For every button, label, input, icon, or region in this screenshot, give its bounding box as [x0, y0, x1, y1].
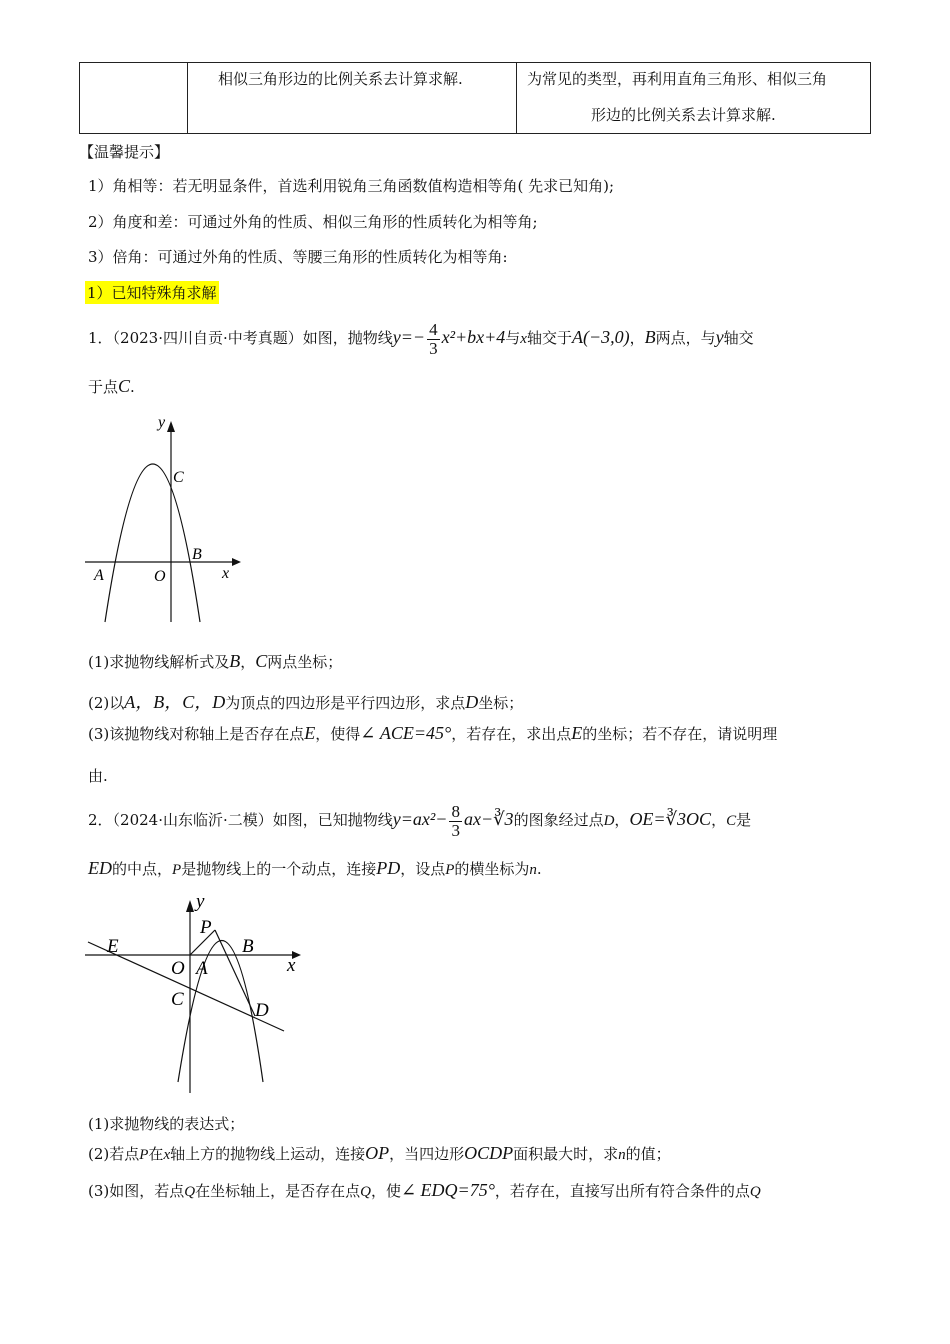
q1-point-e: E: [571, 723, 583, 743]
label-o: O: [154, 568, 166, 585]
q2-source: （2024·山东临沂·二模）: [112, 811, 273, 829]
table-divider: [187, 63, 188, 133]
frac-numerator: 4: [429, 319, 438, 339]
q1-part3-end: 由.: [88, 767, 108, 785]
parabola-curve: [105, 464, 200, 622]
q1-text: .: [130, 378, 135, 396]
q2-line2: [88, 858, 542, 879]
q2-text: 在: [148, 1145, 164, 1163]
label-p: P: [200, 917, 212, 938]
q2-text: 的横坐标为: [454, 860, 530, 878]
table-cell-middle: 相似三角形边的比例关系去计算求解.: [218, 70, 463, 88]
q1-parabola-figure: [80, 410, 250, 625]
q1-text: ，若存在，求出点: [451, 725, 572, 743]
q2-point-q: Q: [749, 1184, 761, 1200]
q1-equation-lhs: y=−: [392, 327, 426, 347]
frac-denominator: 3: [429, 338, 438, 358]
label-y: y: [158, 414, 166, 431]
q2-relation: OE=∛3OC: [629, 809, 712, 829]
table-divider: [516, 63, 517, 133]
q2-text: 如图，已知抛物线: [272, 811, 393, 829]
q1-point-c: C: [118, 376, 131, 396]
q2-part1: (1)求抛物线的表达式；: [88, 1115, 245, 1133]
q1-text: 与: [505, 329, 521, 347]
q1-var-y: y: [715, 327, 724, 347]
q2-equation: ax−∛3: [463, 809, 514, 829]
label-b: B: [192, 546, 202, 563]
label-c: C: [171, 989, 184, 1010]
label-d: D: [255, 1000, 269, 1021]
q2-segment: PD: [376, 858, 401, 878]
q1-point-b: B: [644, 327, 656, 347]
q2-text: .: [536, 860, 542, 878]
q2-point-d: D: [603, 813, 615, 829]
q1-source: （2023·四川自贡·中考真题）: [112, 329, 303, 347]
q1-part1: [88, 651, 342, 672]
frac-denominator: 3: [451, 820, 460, 840]
q1-point-c: C: [255, 651, 268, 671]
q2-point-q: Q: [360, 1184, 371, 1200]
q2-line1: [88, 800, 751, 840]
q1-text: 坐标；: [478, 694, 524, 712]
q2-number: 2．: [88, 811, 113, 829]
q2-text: (2)若点: [88, 1145, 140, 1163]
q2-var-n: n: [529, 862, 537, 878]
q1-text: (2)以: [88, 694, 125, 712]
q2-var-n: n: [618, 1147, 626, 1163]
q1-point-e: E: [304, 723, 316, 743]
q2-text: 的值；: [625, 1145, 671, 1163]
q2-point-q: Q: [184, 1184, 196, 1200]
label-a: A: [94, 567, 104, 584]
q2-point-p: P: [445, 862, 455, 878]
summary-table: [79, 62, 871, 134]
q2-fraction: [449, 803, 462, 840]
q1-text: 轴交: [723, 329, 754, 347]
q2-text: 是抛物线上的一个动点，连接: [181, 860, 377, 878]
q2-text: 的图象经过点: [513, 811, 604, 829]
y-axis-arrow-icon: [167, 421, 175, 432]
q2-text: 是: [736, 811, 752, 829]
tips-heading: 【温馨提示】: [79, 143, 170, 161]
q2-var-x: x: [163, 1147, 171, 1163]
q1-point-b: B: [229, 651, 241, 671]
q1-text: ，: [240, 653, 256, 671]
q2-point-p: P: [139, 1147, 149, 1163]
label-a: A: [196, 958, 208, 979]
parabola-curve: [178, 941, 263, 1083]
label-x: x: [222, 565, 230, 582]
q2-text: 在坐标轴上，是否存在点: [195, 1182, 361, 1200]
q1-var-x: x: [520, 331, 527, 347]
q2-text: ，: [614, 811, 630, 829]
q2-segment: OP: [365, 1143, 390, 1163]
q1-point-a: A(−3,0): [571, 327, 630, 347]
q2-text: 的中点，: [112, 860, 173, 878]
q1-number: 1．: [88, 329, 113, 347]
tip-item: 2）角度和差：可通过外角的性质、相似三角形的性质转化为相等角;: [88, 213, 538, 231]
section-title: 1）已知特殊角求解: [85, 281, 219, 304]
label-c: C: [173, 469, 184, 486]
q2-text: ，当四边形: [389, 1145, 465, 1163]
q1-line1: [88, 318, 754, 358]
q1-angle: ∠ ACE=45°: [360, 723, 452, 743]
q1-part2: [88, 688, 523, 714]
q1-text: 的坐标；若不存在，请说明理: [582, 725, 778, 743]
q2-parabola-figure: [80, 890, 310, 1095]
q1-points: A，B，C，D: [124, 692, 226, 712]
q1-text: 于点: [88, 378, 119, 396]
q2-quadrilateral: OCDP: [464, 1143, 514, 1163]
label-b: B: [242, 936, 254, 957]
q2-point-c: C: [726, 813, 737, 829]
q1-line2: [88, 376, 135, 397]
q2-equation: y=ax²−: [392, 809, 448, 829]
q1-equation-rhs: x²+bx+4: [441, 327, 506, 347]
q1-text: (1)求抛物线解析式及: [88, 653, 230, 671]
q1-point-d: D: [465, 692, 479, 712]
q1-text: 轴交于: [526, 329, 572, 347]
q1-text: ，: [629, 329, 645, 347]
q2-text: ，使: [370, 1182, 401, 1200]
label-x: x: [287, 955, 296, 976]
q2-part3: [88, 1180, 761, 1201]
q2-point-p: P: [172, 862, 182, 878]
frac-numerator: 8: [451, 801, 460, 821]
q1-part3: [88, 723, 777, 744]
x-axis-arrow-icon: [232, 558, 241, 566]
table-cell-right-line1: 为常见的类型，再利用直角三角形、相似三角: [527, 70, 828, 88]
q2-text: 面积最大时，求: [513, 1145, 619, 1163]
q2-text: (3)如图，若点: [88, 1182, 185, 1200]
q2-part2: [88, 1143, 671, 1164]
tip-item: 1）角相等：若无明显条件，首选利用锐角三角函数值构造相等角( 先求已知角);: [88, 177, 615, 195]
q2-text: ，设点: [400, 860, 446, 878]
tip-item: 3）倍角：可通过外角的性质、等腰三角形的性质转化为相等角:: [88, 248, 508, 266]
q1-text: 两点，与: [655, 329, 716, 347]
q1-text: 为顶点的四边形是平行四边形，求点: [225, 694, 466, 712]
table-cell-right-line2: 形边的比例关系去计算求解.: [591, 106, 776, 124]
q1-text: 两点坐标；: [267, 653, 343, 671]
q2-segment: ED: [88, 858, 112, 878]
label-o: O: [171, 958, 185, 979]
label-e: E: [107, 936, 119, 957]
q1-text: 如图，抛物线: [302, 329, 393, 347]
q2-text: ，若存在，直接写出所有符合条件的点: [494, 1182, 750, 1200]
q1-text: (3)该抛物线对称轴上是否存在点: [88, 725, 305, 743]
q2-angle: ∠ EDQ=75°: [400, 1180, 495, 1200]
q1-fraction: [427, 321, 440, 358]
label-y: y: [196, 891, 205, 912]
q1-text: ，使得: [315, 725, 361, 743]
q2-text: 轴上方的抛物线上运动，连接: [170, 1145, 366, 1163]
q2-text: ，: [711, 811, 727, 829]
y-axis-arrow-icon: [186, 900, 194, 912]
